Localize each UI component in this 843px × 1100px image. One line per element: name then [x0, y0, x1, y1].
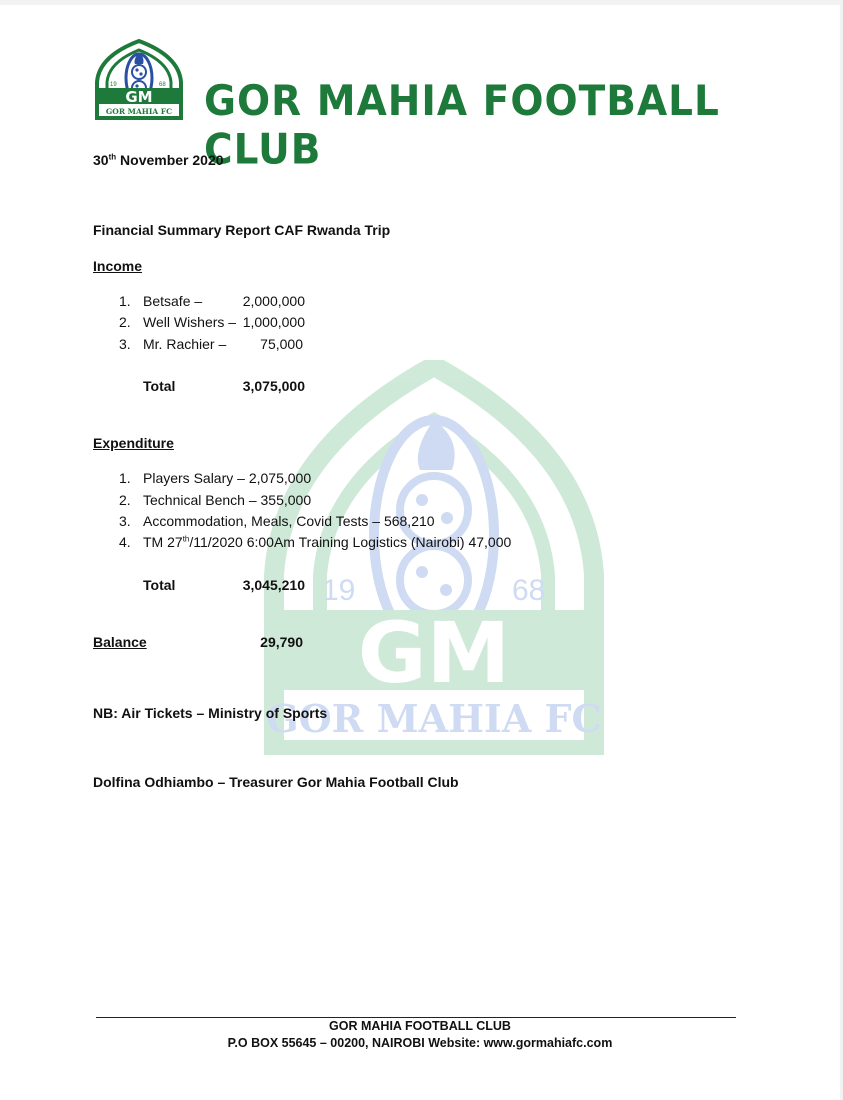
income-item-num: 1. [119, 293, 131, 309]
expenditure-item-text [143, 534, 511, 550]
watermark-initials: GM [357, 604, 511, 702]
footer-club-name: GOR MAHIA FOOTBALL CLUB [329, 1019, 511, 1033]
expenditure-item-num: 3. [119, 513, 131, 529]
expenditure-item-text: Players Salary – 2,075,000 [143, 470, 312, 486]
signature-line: Dolfina Odhiambo – Treasurer Gor Mahia Football Club [93, 774, 459, 790]
note-text: NB: Air Tickets – Ministry of Sports [93, 705, 328, 721]
footer-address: P.O BOX 55645 – 00200, NAIROBI Website: www.gormahiafc.com [227, 1036, 613, 1050]
letter-page [0, 5, 840, 1100]
expenditure-total-label: Total [143, 577, 176, 593]
report-title: Financial Summary Report CAF Rwanda Trip [93, 222, 391, 238]
income-item-label: Well Wishers – [143, 314, 237, 330]
crest-watermark [262, 360, 606, 755]
income-item-amount: 2,000,000 [242, 293, 305, 309]
expenditure-item-text-post: /11/2020 6:00Am Training Logistics (Nairobi) 47,000 [189, 534, 512, 550]
logo-caption: GOR MAHIA FC [105, 107, 173, 116]
expenditure-item-num: 1. [119, 470, 131, 486]
income-total-label: Total [143, 378, 176, 394]
logo-initials: GM [125, 88, 153, 106]
date-suffix: th [108, 152, 117, 162]
watermark-caption: GOR MAHIA FC [266, 696, 602, 741]
watermark-year-right: 68 [512, 574, 546, 607]
income-heading: Income [93, 258, 143, 274]
income-item-num: 3. [119, 336, 131, 352]
letter-date [93, 152, 224, 168]
footer-divider [96, 1017, 736, 1018]
expenditure-item-text: Technical Bench – 355,000 [143, 492, 312, 508]
expenditure-item-text: Accommodation, Meals, Covid Tests – 568,210 [143, 513, 435, 529]
date-rest: November 2020 [116, 152, 224, 168]
expenditure-heading: Expenditure [93, 435, 174, 451]
income-total-value: 3,075,000 [242, 378, 305, 394]
watermark-year-left: 19 [322, 574, 356, 607]
club-name-banner: GOR MAHIA FOOTBALL CLUB [204, 77, 720, 175]
income-item-amount: 75,000 [260, 336, 303, 352]
expenditure-item-text-pre: TM 27 [143, 534, 183, 550]
income-item-label: Betsafe – [143, 293, 203, 309]
logo-year-right: 68 [159, 82, 166, 88]
club-crest-logo [93, 38, 185, 120]
balance-value: 29,790 [260, 634, 303, 650]
expenditure-total-value: 3,045,210 [242, 577, 305, 593]
balance-label: Balance [93, 634, 147, 650]
date-day: 30 [93, 152, 109, 168]
income-item-amount: 1,000,000 [242, 314, 305, 330]
expenditure-item-num: 2. [119, 492, 131, 508]
logo-year-left: 19 [110, 82, 117, 88]
expenditure-item-text-sup: th [182, 534, 190, 544]
income-item-num: 2. [119, 314, 131, 330]
income-item-label: Mr. Rachier – [143, 336, 227, 352]
expenditure-item-num: 4. [119, 534, 131, 550]
